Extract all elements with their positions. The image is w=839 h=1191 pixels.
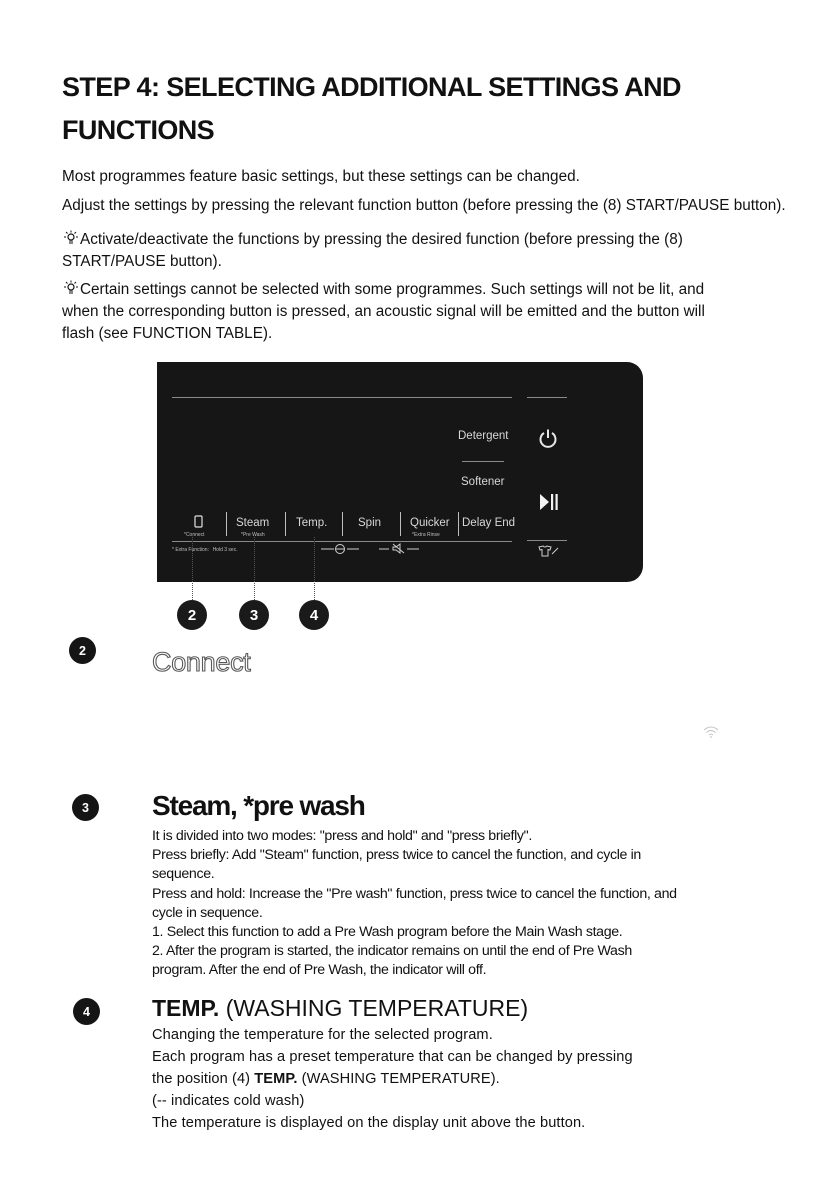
tip-2 (62, 279, 832, 345)
mute-icon (377, 542, 423, 555)
intro-paragraph-1: Most programmes feature basic settings, but these settings can be changed. (62, 168, 580, 185)
title-line-1: STEP 4: SELECTING ADDITIONAL SETTINGS AND (62, 72, 681, 102)
button-separator (458, 512, 459, 536)
detergent-divider (462, 461, 504, 462)
steam-line: 1. Select this function to add a Pre Wash program before the Main Wash stage. (152, 924, 623, 941)
temp-line-2: Each program has a preset temperature that can be changed by pressing (152, 1049, 633, 1065)
temp-title-bold: TEMP. (152, 995, 220, 1021)
section-badge-4: 4 (73, 998, 100, 1025)
temp-line-5: The temperature is displayed on the display unit above the button. (152, 1115, 586, 1131)
lightbulb-icon (62, 280, 80, 296)
steam-line: cycle in sequence. (152, 904, 263, 921)
button-separator (226, 512, 227, 536)
page-title (62, 66, 802, 152)
spin-button[interactable]: Spin (358, 517, 382, 529)
steam-line: 2. After the program is started, the indicator remains on until the end of Pre Wash (152, 943, 632, 960)
connect-title: Connect (152, 647, 251, 677)
steam-title: Steam, *pre wash (152, 790, 365, 821)
power-icon[interactable] (538, 428, 558, 450)
button-separator (285, 512, 286, 536)
quicker-sublabel: *Extra Rinse (412, 532, 440, 538)
temp-line-1: Changing the temperature for the selected program. (152, 1027, 493, 1043)
drum-symbol-icon (319, 543, 367, 555)
tip-2-line-1: Certain settings cannot be selected with some programmes. Such settings will not be lit, and (80, 281, 705, 298)
button-separator (400, 512, 401, 536)
steam-sublabel: *Pre Wash (241, 532, 265, 538)
steam-button[interactable]: Steam (236, 517, 270, 529)
right-divider (527, 540, 567, 541)
lightbulb-icon (62, 230, 80, 246)
callout-4: 4 (299, 600, 329, 630)
title-line-2: FUNCTIONS (62, 115, 215, 145)
softener-label: Softener (461, 476, 505, 488)
callout-connector (192, 537, 193, 600)
display-top-line (172, 397, 512, 398)
tip-2-line-3: flash (see FUNCTION TABLE). (62, 325, 273, 342)
child-lock-icon (537, 545, 559, 557)
button-separator (342, 512, 343, 536)
button-row-line (172, 541, 512, 542)
tip-2-line-2: when the corresponding button is pressed, an acoustic signal will be emitted and the button will (62, 303, 705, 320)
temp-title-rest: (WASHING TEMPERATURE) (219, 995, 529, 1021)
display-top-line-right (527, 397, 567, 398)
tip-1 (62, 229, 832, 273)
phone-icon[interactable] (194, 515, 203, 528)
intro-paragraph-2: Adjust the settings by pressing the relevant function button (before pressing the (8) START/PAUSE button). (62, 197, 786, 214)
steam-line: Press briefly: Add "Steam" function, press twice to cancel the function, and cycle in (152, 847, 641, 864)
wifi-icon (703, 726, 719, 738)
callout-connector (254, 537, 255, 600)
callout-2: 2 (177, 600, 207, 630)
extra-function-note: * Extra Function：Hold 3 sec. (172, 547, 238, 553)
temp-button[interactable]: Temp. (296, 517, 328, 529)
section-badge-3: 3 (72, 794, 99, 821)
quicker-button[interactable]: Quicker (410, 517, 450, 529)
steam-description (152, 827, 752, 981)
tip-1-line-1: Activate/deactivate the functions by pressing the desired function (before pressing the (8) (80, 231, 683, 248)
connect-sublabel: *Connect (184, 532, 205, 538)
steam-line: sequence. (152, 866, 215, 883)
detergent-label: Detergent (458, 430, 509, 442)
callout-connector (314, 537, 315, 600)
temp-line-4: (-- indicates cold wash) (152, 1093, 305, 1109)
start-pause-icon[interactable] (539, 493, 559, 511)
control-panel (157, 362, 643, 582)
tip-1-line-2: START/PAUSE button). (62, 253, 222, 270)
steam-line: program. After the end of Pre Wash, the indicator will off. (152, 962, 487, 979)
steam-line: It is divided into two modes: "press and hold" and "press briefly". (152, 828, 532, 844)
section-badge-2: 2 (69, 637, 96, 664)
temp-line-3: the position (4) TEMP. (WASHING TEMPERATURE). (152, 1071, 500, 1087)
callout-3: 3 (239, 600, 269, 630)
delay-end-button[interactable]: Delay End (462, 517, 516, 529)
steam-line: Press and hold: Increase the "Pre wash" function, press twice to cancel the function, and (152, 885, 677, 902)
temp-title (152, 993, 528, 1023)
temp-description (152, 1024, 772, 1134)
